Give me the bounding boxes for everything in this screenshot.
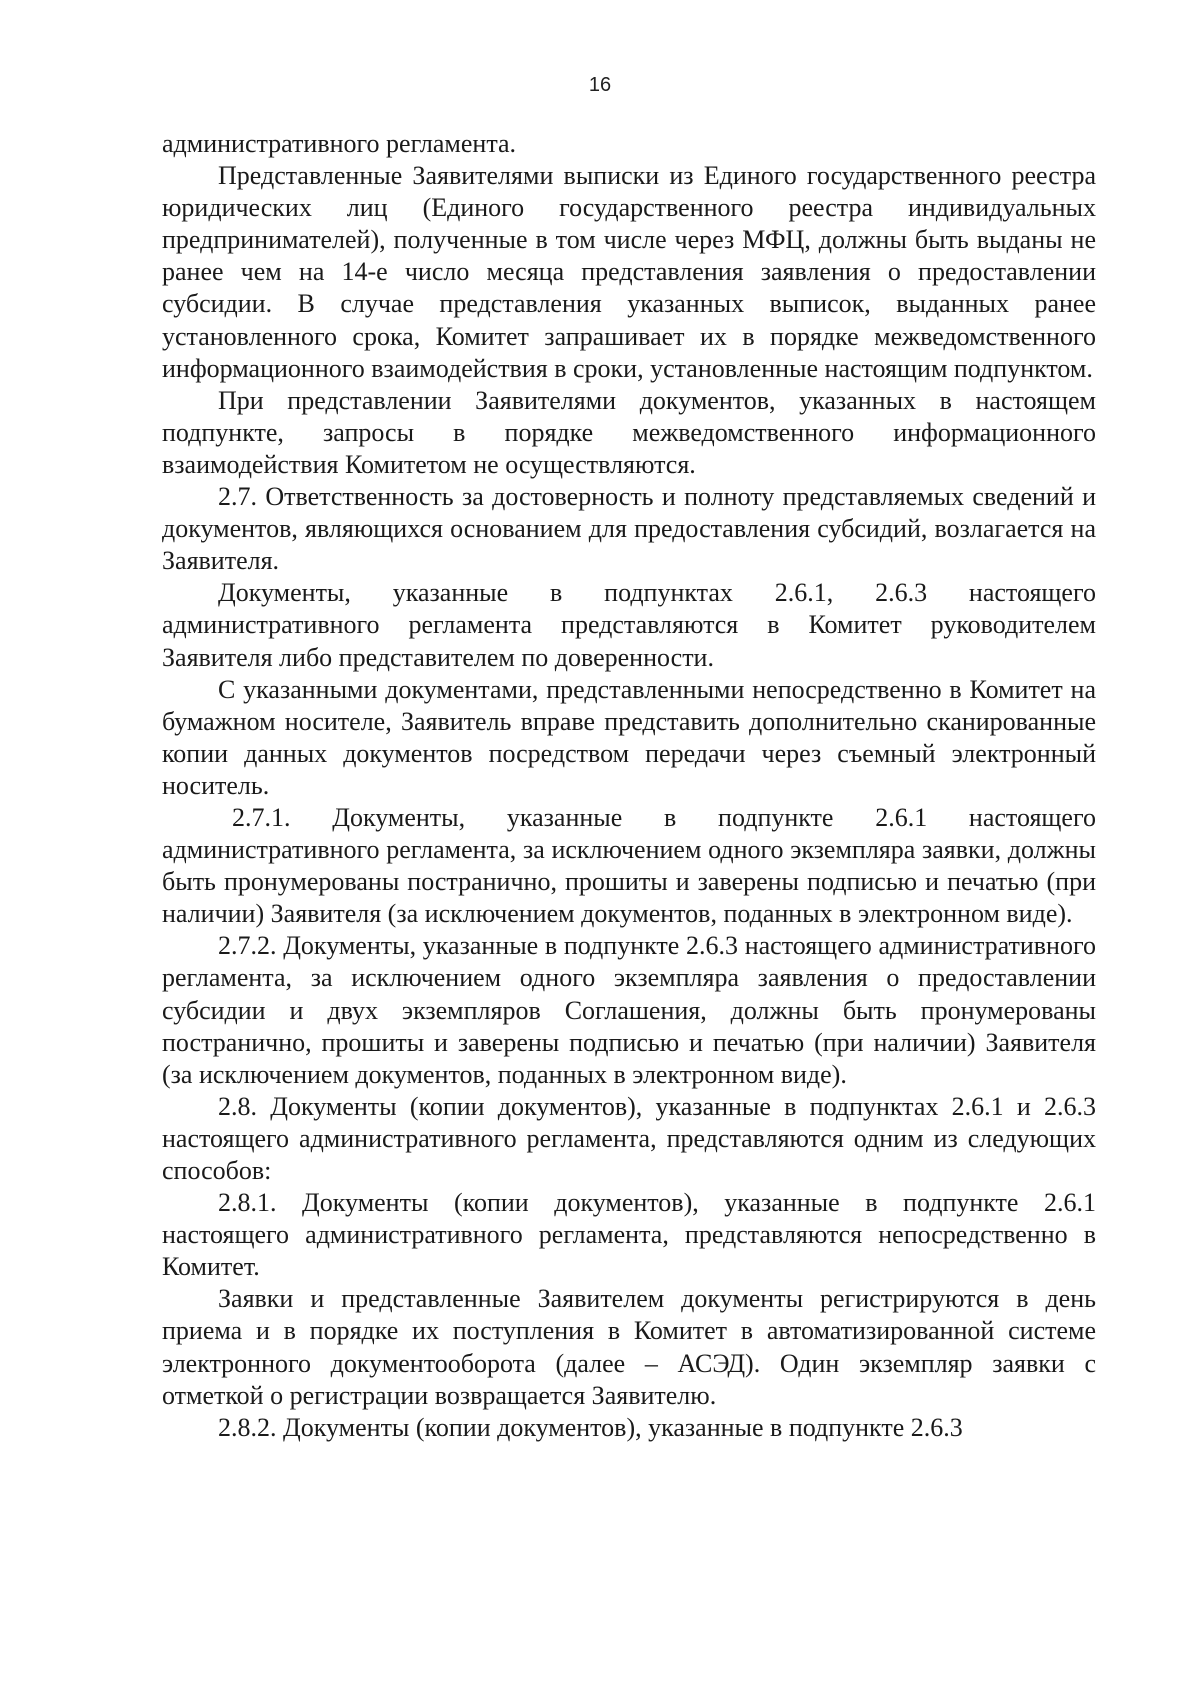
page-number: 16 [588, 74, 612, 96]
paragraph-2-8-2: 2.8.2. Документы (копии документов), указанные в подпункте 2.6.3 [218, 1412, 963, 1442]
paragraph-2-8: 2.8. Документы (копии документов), указанные в подпунктах 2.6.1 и 2.6.3 настоящего административного регламента, представляются одним из следующих способов: [162, 1091, 1096, 1185]
paragraph-extracts-validity: Представленные Заявителями выписки из Единого государственного реестра юридических лиц (Единого государственного реестра индивидуальных предпринимателей), полученные в том числе через МФЦ, должны быть выданы не ранее чем на 14-е число месяца представления заявления о предоставлении субсидии. В случае представления указанных выписок, выданных ранее установленного срока, Комитет запрашивает их в порядке межведомственного информационного взаимодействия в сроки, установленные настоящим подпунктом. [162, 161, 1096, 383]
paragraph-2-7-1: 2.7.1. Документы, указанные в подпункте 2.6.1 настоящего административного регламента, за исключением одного экземпляра заявки, должны быть пронумерованы постранично, прошиты и заверены подписью и печатью (при наличии) Заявителя (за исключением документов, поданных в электронном виде). [162, 802, 1096, 929]
paragraph-registration: Заявки и представленные Заявителем документы регистрируются в день приема и в порядке их поступления в Комитет в автоматизированной системе электронного документооборота (далее – АСЭД). Один экземпляр заявки с отметкой о регистрации возвращается Заявителю. [162, 1284, 1096, 1410]
paragraph-2-7-responsibility: 2.7. Ответственность за достоверность и полноту представляемых сведений и документов, являющихся основанием для предоставления субсидий, возлагается на Заявителя. [162, 482, 1096, 576]
body-text [162, 128, 1096, 1444]
paragraph-2-8-1: 2.8.1. Документы (копии документов), указанные в подпункте 2.6.1 настоящего административного регламента, представляются непосредственно в Комитет. [162, 1188, 1096, 1282]
paragraph-2-7-2: 2.7.2. Документы, указанные в подпункте 2.6.3 настоящего административного регламента, за исключением одного экземпляра заявления о предоставлении субсидии и двух экземпляров Соглашения, должны быть пронумерованы постранично, прошиты и заверены подписью и печатью (при наличии) Заявителя (за исключением документов, поданных в электронном виде). [162, 931, 1096, 1089]
paragraph-continuation: административного регламента. [162, 129, 517, 158]
paragraph-scanned-copies: С указанными документами, представленными непосредственно в Комитет на бумажном носителе, Заявитель вправе представить дополнительно сканированные копии данных документов посредством передачи через съемный электронный носитель. [162, 674, 1096, 800]
paragraph-submission-by-head: Документы, указанные в подпунктах 2.6.1, 2.6.3 настоящего административного регламента представляются в Комитет руководителем Заявителя либо представителем по доверенности. [162, 578, 1096, 672]
paragraph-no-interagency-requests: При представлении Заявителями документов, указанных в настоящем подпункте, запросы в порядке межведомственного информационного взаимодействия Комитетом не осуществляются. [162, 385, 1096, 479]
